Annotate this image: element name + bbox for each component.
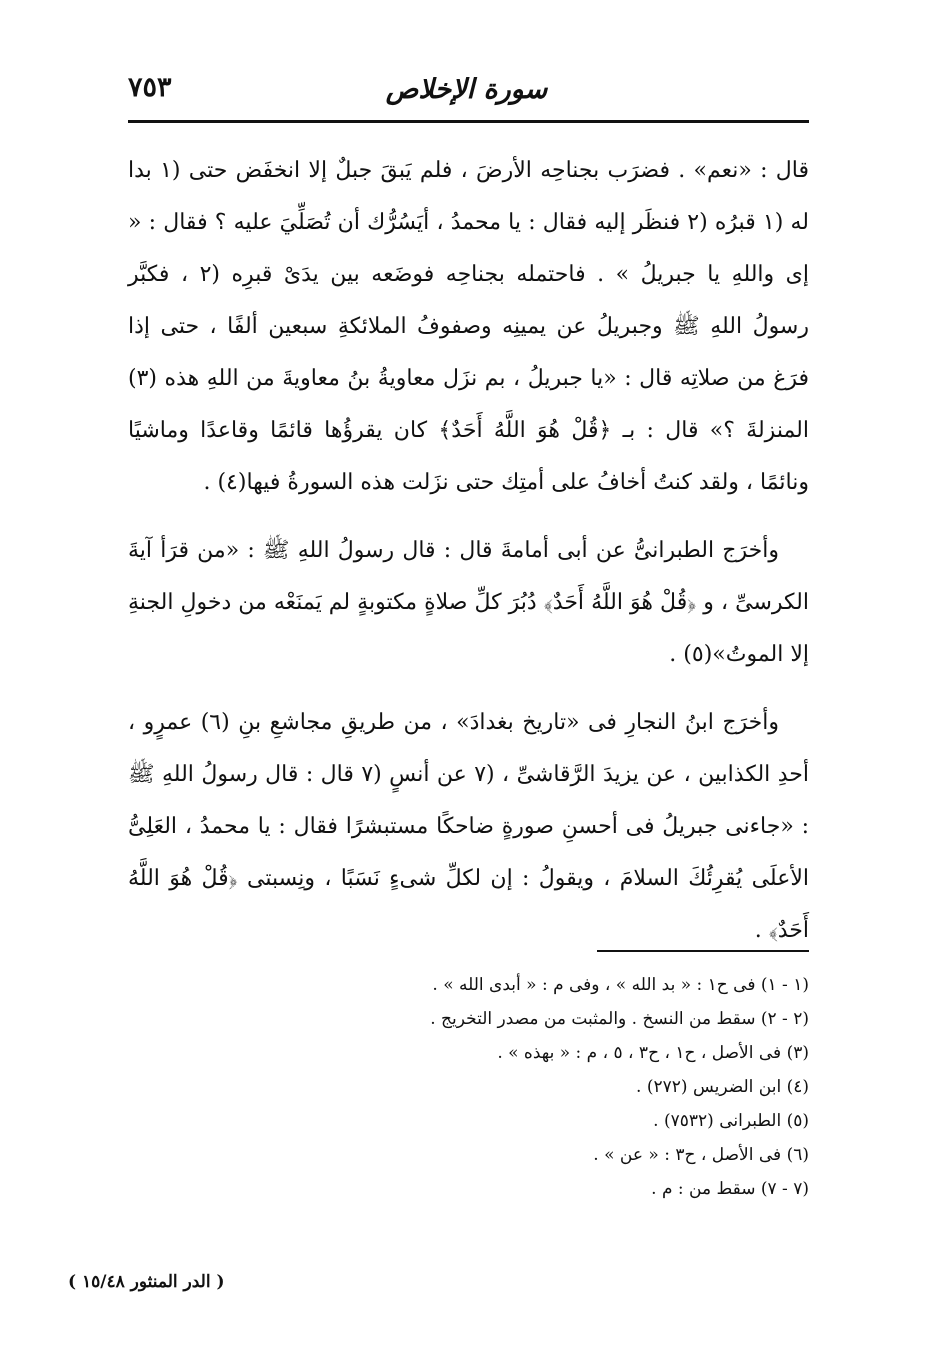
footnote: (٢ - ٢) سقط من النسخ . والمثبت من مصدر التخريج .	[430, 1009, 809, 1029]
footnote: (٣) فى الأصل ، ح١ ، ح٣ ، ٥ ، م : « بهذه » .	[497, 1043, 809, 1063]
footnote: (٧ - ٧) سقط من : م .	[651, 1179, 809, 1199]
footnote: (١ - ١) فى ح١ : « بد الله » ، وفى م : « أبدى الله » .	[432, 975, 809, 995]
paragraph: وأخرَج ابنُ النجارِ فى «تاريخ بغدادَ» ، من طريقِ مجاشعِ بنِ (٦) عمرٍو ، أحدِ الكذابين ، عن يزيدَ الرَّقاشىِّ ، (٧ عن أنسٍ (٧ قال : قال رسولُ اللهِ ﷺ : «جاءنى جبريلُ فى أحسنِ صورةٍ ضاحكًا مستبشرًا فقال : يا محمدُ ، العَلِىُّ الأعلَى يُقرِئُكَ السلامَ ، ويقولُ : إن لكلِّ شىءٍ نَسَبًا ، ونِسبتى ﴿قُلْ هُوَ اللَّهُ أَحَدٌ﴾ .	[128, 710, 809, 943]
footnote: (٥) الطبرانى (٧٥٣٢) .	[653, 1111, 809, 1131]
header-rule	[128, 120, 809, 123]
footnote: (٦) فى الأصل ، ح٣ : « عن » .	[593, 1145, 809, 1165]
footnotes	[128, 968, 809, 1206]
page-number: ٧٥٣	[128, 72, 172, 103]
surah-title: سورة الإخلاص	[385, 74, 548, 105]
source-reference: ( الدر المنثور ١٥/٤٨ )	[68, 1272, 225, 1292]
paragraph: قال : «نعم» . فضرَب بجناحِه الأرضَ ، فلم يَبقَ جبلٌ إلا انخفَض حتى (١ بدا له (١ قبرُه (٢ فنظَر إليه فقال : يا محمدُ ، أيَسُرُّك أن تُصَلِّيَ عليه ؟ فقال : « إى واللهِ يا جبريلُ » . فاحتمله بجناحِه فوضَعه بين يدَىْ قبرِه (٢ ، فكبَّر رسولُ اللهِ ﷺ وجبريلُ عن يمينِه وصفوفُ الملائكةِ سبعين ألفًا ، حتى إذا فرَغ من صلاتِه قال : «يا جبريلُ ، بم نزَل معاويةُ بنُ معاويةَ من اللهِ هذه (٣) المنزلةَ ؟» قال : بـ ﴿قُلْ هُوَ اللَّهُ أَحَدٌ﴾ كان يقرؤُها قائمًا وقاعدًا وماشيًا ونائمًا ، ولقد كنتُ أخافُ على أمتِك حتى نزَلت هذه السورةُ فيها(٤) .	[128, 158, 810, 495]
paragraph: وأخرَج الطبرانىُّ عن أبى أمامةَ قال : قال رسولُ اللهِ ﷺ : «من قرَأ آيةَ الكرسىِّ ، و ﴿قُلْ هُوَ اللَّهُ أَحَدٌ﴾ دُبُرَ كلِّ صلاةٍ مكتوبةٍ لم يَمنَعْه من دخولِ الجنةِ إلا الموتُ»(٥) .	[128, 538, 809, 667]
main-text	[128, 145, 809, 973]
footnote: (٤) ابن الضريس (٢٧٢) .	[636, 1077, 809, 1097]
footnote-rule	[597, 950, 809, 952]
